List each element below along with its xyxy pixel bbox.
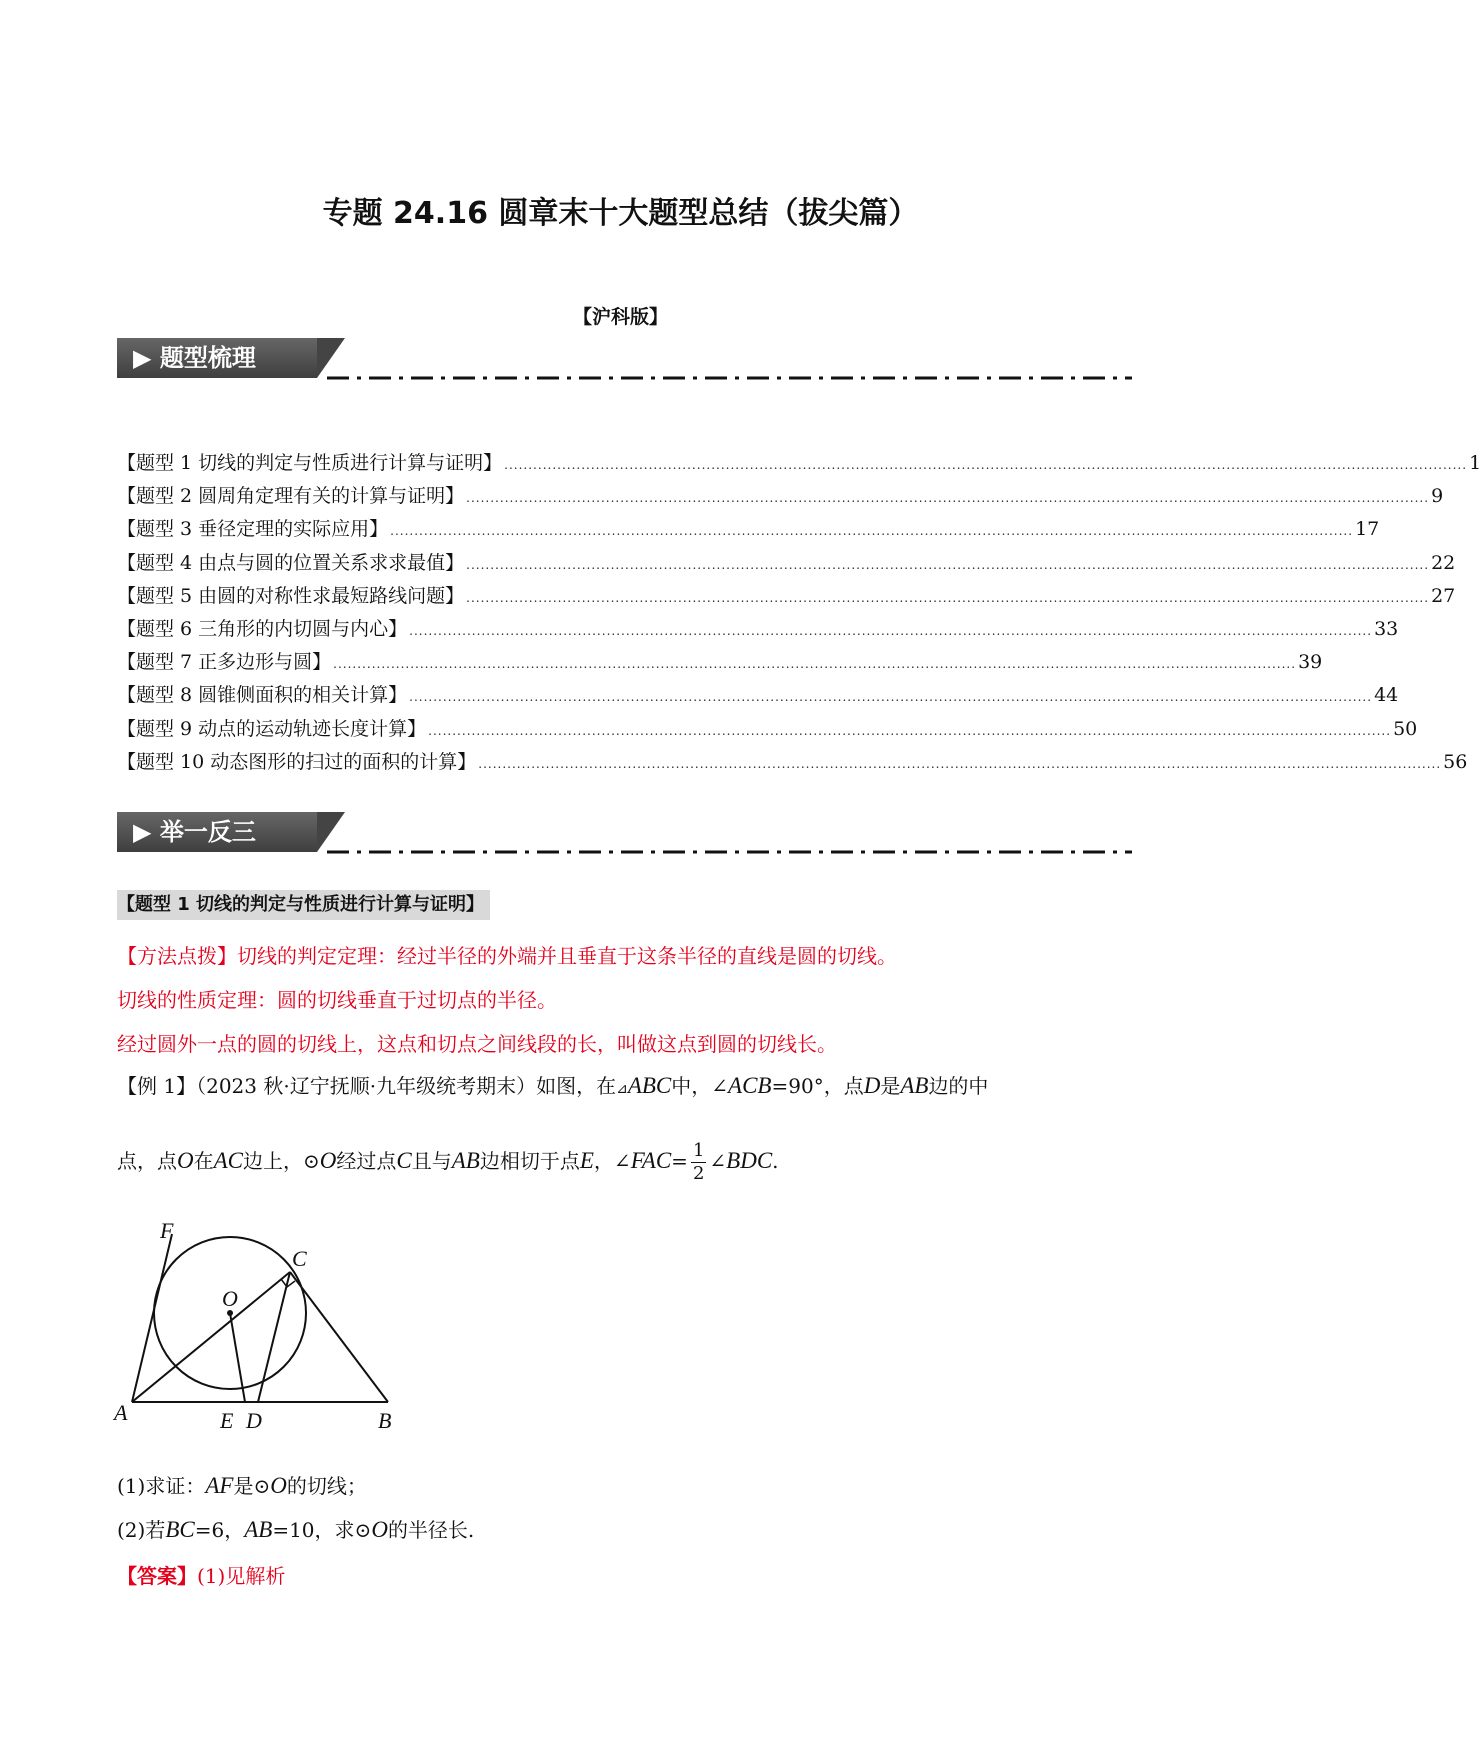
method-line-1 <box>117 940 897 969</box>
toc-row[interactable]: 【题型 8 圆锥侧面积的相关计算】 ........................................................................................................................................................................................................ 44 <box>117 684 1399 707</box>
banner-slant <box>317 812 345 852</box>
toc-row[interactable]: 【题型 10 动态图形的扫过的面积的计算】 ........................................................................................................................................................................................................ 56 <box>117 750 1468 773</box>
label-f: F <box>160 1218 174 1243</box>
practice-banner-tab <box>117 812 317 852</box>
play-icon: ▶ <box>133 818 152 846</box>
label-a: A <box>114 1400 128 1425</box>
answer-line <box>117 1560 285 1589</box>
toc-row[interactable]: 【题型 6 三角形的内切圆与内心】 ........................................................................................................................................................................................................ 33 <box>117 617 1399 640</box>
segment-cb <box>290 1272 388 1402</box>
fraction-one-half: $\frac{1}{2}$ <box>692 1140 705 1184</box>
geometry-figure <box>110 1210 410 1438</box>
method-tag: 【方法点拨】 <box>117 944 237 968</box>
label-c: C <box>292 1246 307 1271</box>
line-af <box>132 1234 172 1402</box>
page-title: 专题 24.16 圆章末十大题型总结（拔尖篇） <box>322 196 919 231</box>
segment-ac <box>132 1272 290 1402</box>
label-o: O <box>222 1286 238 1311</box>
toc-row[interactable]: 【题型 1 切线的判定与性质进行计算与证明】 ........................................................................................................................................................................................................ 1 <box>117 452 1481 474</box>
toc-row[interactable]: 【题型 7 正多边形与圆】 ........................................................................................................................................................................................................ 39 <box>117 651 1323 674</box>
practice-banner-label: 举一反三 <box>159 818 256 846</box>
method-line-2: 切线的性质定理：圆的切线垂直于过切点的半径。 <box>117 988 557 1012</box>
table-of-contents <box>117 448 1481 780</box>
toc-row[interactable]: 【题型 5 由圆的对称性求最短路线问题】 ........................................................................................................................................................................................................ 27 <box>117 584 1456 607</box>
question-2: (2)若BC=6，AB=10，求⊙O的半径长. <box>117 1517 475 1542</box>
toc-row[interactable]: 【题型 4 由点与圆的位置关系求求最值】 ........................................................................................................................................................................................................ 22 <box>117 551 1456 574</box>
segment-cd <box>258 1272 290 1402</box>
section-label: 【题型 1 切线的判定与性质进行计算与证明】 <box>117 890 490 920</box>
toc-row[interactable]: 【题型 2 圆周角定理有关的计算与证明】 ........................................................................................................................................................................................................ 9 <box>117 485 1444 508</box>
method-text-1: 切线的判定定理：经过半径的外端并且垂直于这条半径的直线是圆的切线。 <box>237 944 897 968</box>
outline-banner-label: 题型梳理 <box>159 344 256 372</box>
method-line-3: 经过圆外一点的圆的切线上，这点和切点之间线段的长，叫做这点到圆的切线长。 <box>117 1032 837 1056</box>
example-line-1: 【例 1】（2023 秋·辽宁抚顺·九年级统考期末）如图，在⊿ABC中，∠ACB=90°，点D是AB边的中 <box>117 1073 989 1098</box>
answer-text: (1)见解析 <box>197 1564 286 1588</box>
toc-row[interactable]: 【题型 3 垂径定理的实际应用】 ........................................................................................................................................................................................................ 17 <box>117 518 1380 541</box>
label-d: D <box>246 1408 262 1433</box>
example-line-2: 点，点O在AC边上，⊙O经过点C且与AB边相切于点E，∠FAC= $\frac{1}{2}$ ∠BDC. <box>117 1140 779 1184</box>
edition-label: 【沪科版】 <box>572 306 668 328</box>
banner-slant <box>317 338 345 378</box>
question-1: (1)求证：AF是⊙O的切线； <box>117 1473 367 1498</box>
play-icon: ▶ <box>133 344 152 372</box>
practice-banner <box>117 812 1132 858</box>
outline-banner <box>117 338 1132 384</box>
label-e: E <box>220 1408 234 1433</box>
answer-tag: 【答案】 <box>117 1564 197 1588</box>
outline-banner-tab <box>117 338 317 378</box>
toc-row[interactable]: 【题型 9 动点的运动轨迹长度计算】 ........................................................................................................................................................................................................ 50 <box>117 717 1418 740</box>
example-source: （2023 秋·辽宁抚顺·九年级统考期末）如图，在 <box>196 1074 617 1098</box>
label-b: B <box>378 1408 392 1433</box>
example-tag: 【例 1】 <box>117 1074 197 1098</box>
